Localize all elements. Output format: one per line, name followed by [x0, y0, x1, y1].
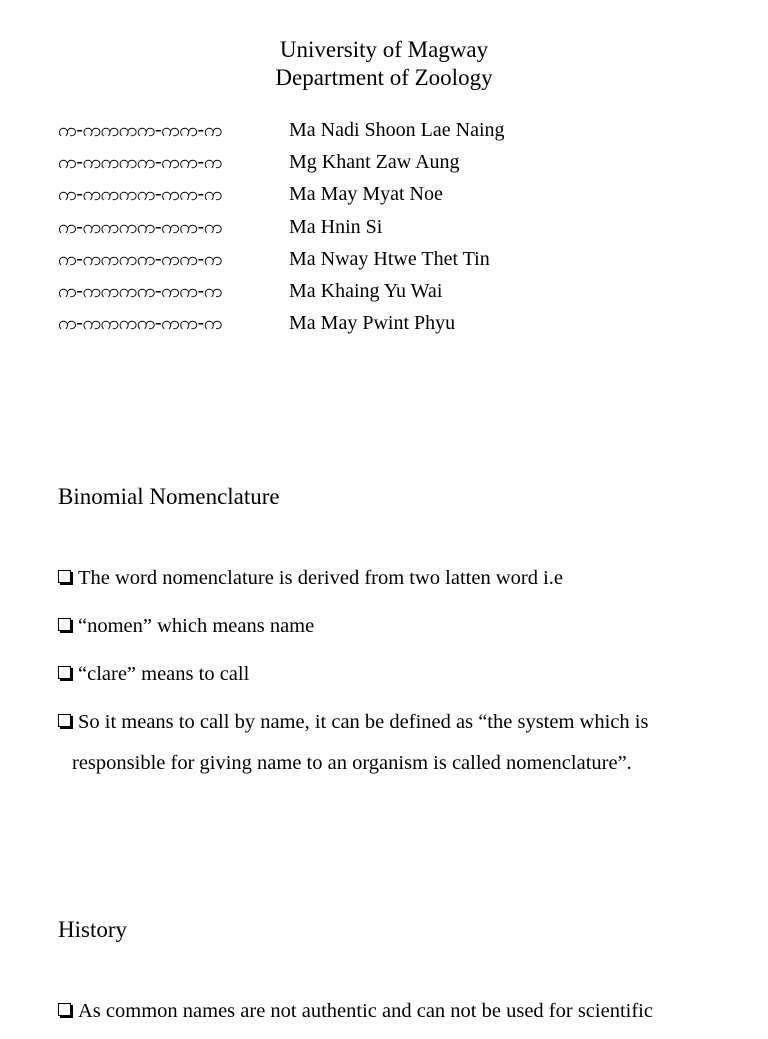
roster-name: Ma Nway Htwe Thet Tin [289, 247, 490, 270]
university-name: University of Magway [279, 37, 489, 62]
roster-name: Mg Khant Zaw Aung [289, 151, 460, 174]
roster-name: Ma Hnin Si [289, 215, 383, 238]
list-item [58, 654, 718, 695]
bullet-text: So it means to call by name, it can be defined as “the system which is [78, 711, 649, 733]
list-item [58, 558, 718, 599]
bullet-text: The word nomenclature is derived from two latten word i.e [78, 567, 564, 589]
section-heading-history: History [58, 917, 127, 942]
history-bullet-list [58, 991, 718, 1039]
roster-row [58, 180, 718, 212]
roster-id: က-ကကကက-ကက-က [58, 215, 222, 238]
roster-id: က-ကကကက-ကက-က [58, 247, 222, 270]
list-item [58, 702, 718, 784]
roster-row [58, 245, 718, 277]
roster-row [58, 116, 718, 148]
square-bullet-icon [58, 1003, 71, 1016]
roster-row [58, 277, 718, 309]
roster-id: က-ကကကက-ကက-က [58, 183, 222, 206]
list-item [58, 991, 718, 1032]
roster-id: က-ကကကက-ကက-က [58, 279, 222, 302]
section-heading-binomial: Binomial Nomenclature [58, 484, 280, 509]
roster-name: Ma Khaing Yu Wai [289, 279, 443, 302]
roster-id: က-ကကကက-ကက-က [58, 312, 222, 335]
bullet-text-continuation: responsible for giving name to an organism is called nomenclature”. [72, 752, 632, 774]
bullet-text: As common names are not authentic and can not be used for scientific [78, 1000, 653, 1022]
square-bullet-icon [58, 714, 71, 727]
bullet-text: “clare” means to call [78, 663, 250, 685]
square-bullet-icon [58, 666, 71, 679]
bullet-text: “nomen” which means name [78, 615, 315, 637]
roster-name: Ma Nadi Shoon Lae Naing [289, 119, 505, 141]
square-bullet-icon [58, 570, 71, 583]
roster-row [58, 148, 718, 180]
square-bullet-icon [58, 618, 71, 631]
roster-name: Ma May Pwint Phyu [289, 312, 456, 335]
document-header [0, 36, 768, 92]
list-item [58, 606, 718, 647]
roster-id: က-ကကကက-ကက-က [58, 119, 222, 141]
roster-id: က-ကကကက-ကက-က [58, 151, 222, 174]
roster-name: Ma May Myat Noe [289, 183, 443, 206]
department-name: Department of Zoology [275, 65, 493, 90]
roster-row [58, 309, 718, 341]
roster-row [58, 213, 718, 245]
binomial-bullet-list [58, 558, 718, 791]
student-roster [58, 116, 718, 341]
